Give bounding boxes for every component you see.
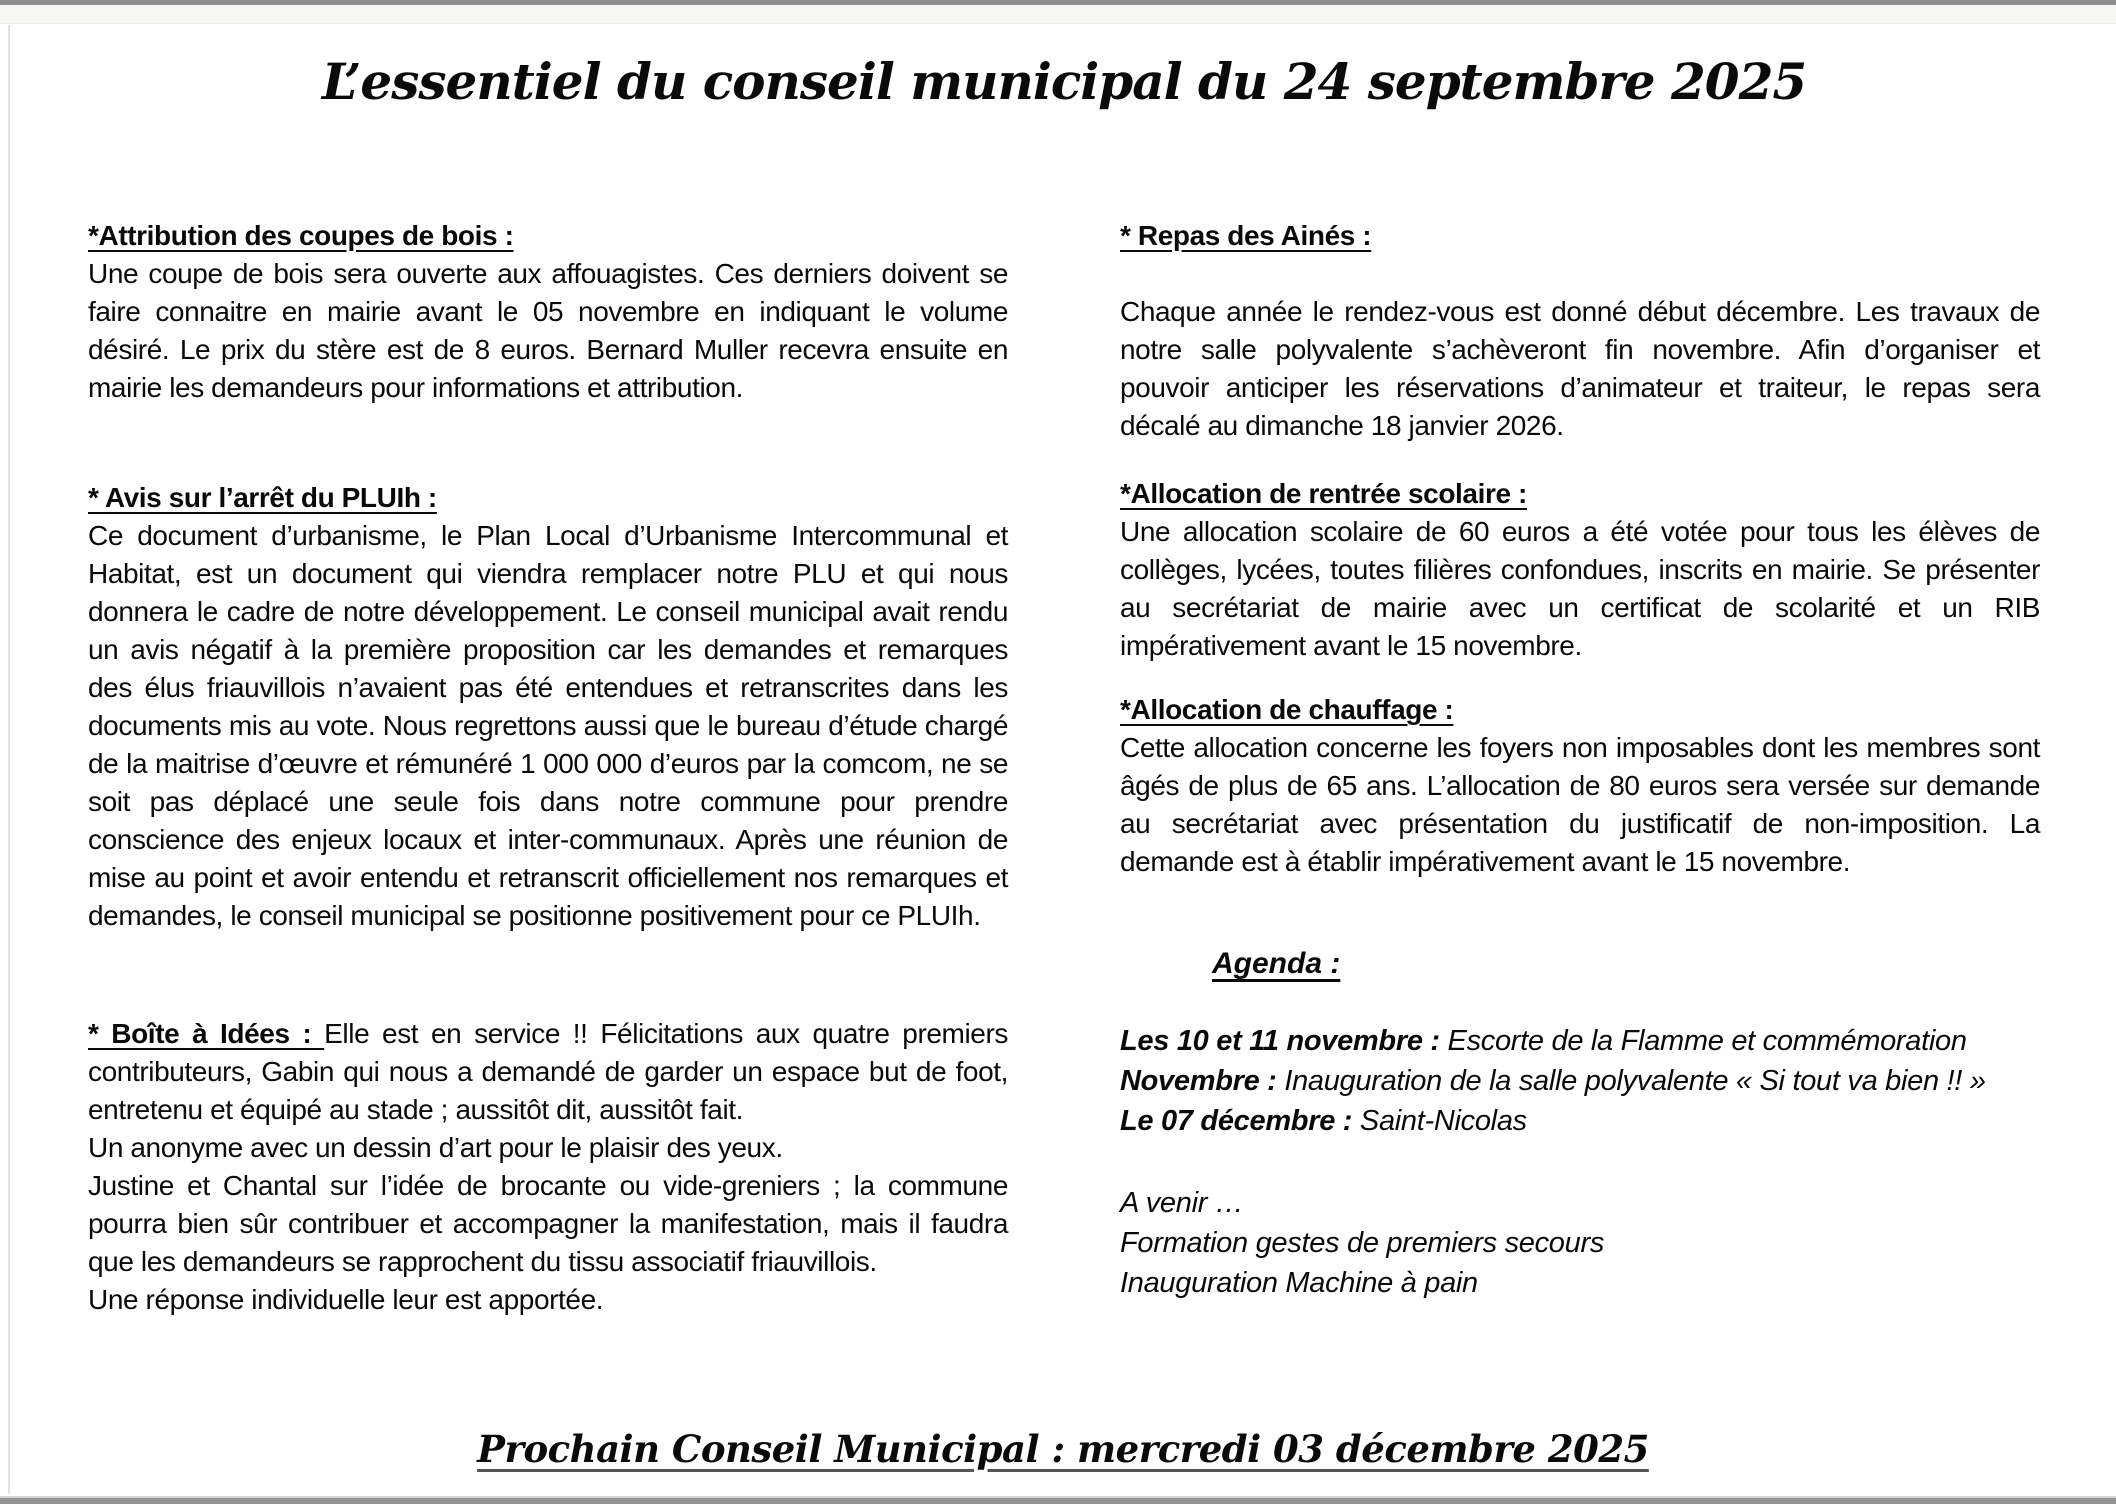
section-heading-pluih: * Avis sur l’arrêt du PLUIh : <box>88 482 437 513</box>
section-body-coupes-de-bois: Une coupe de bois sera ouverte aux affouagistes. Ces derniers doivent se faire connaitre en mairie avant le 05 novembre en indiquant le volume désiré. Le prix du stère est de 8 euros. Bernard Muller recevra ensuite en mairie les demandeurs pour informations et attribution. <box>88 258 1008 403</box>
section-body-repas-des-aines: Chaque année le rendez-vous est donné début décembre. Les travaux de notre salle polyvalente s’achèveront fin novembre. Afin d’organiser et pouvoir anticiper les réservations d’animateur et traiteur, le repas sera décalé au dimanche 18 janvier 2026. <box>1120 296 2040 441</box>
agenda-item-saint-nicolas-date: Le 07 décembre : <box>1120 1105 1360 1137</box>
boite-a-idees-line-brocante: Justine et Chantal sur l’idée de brocante ou vide-greniers ; la commune pourra bien sûr contribuer et accompagner la manifestation, mais il faudra que les demandeurs se rapprochent du tissu associatif friauvillois. <box>88 1170 1008 1277</box>
section-heading-allocation-chauffage: *Allocation de chauffage : <box>1120 694 1454 725</box>
agenda-upcoming-machine-a-pain: Inauguration Machine à pain <box>1120 1267 1478 1299</box>
agenda-upcoming <box>1120 1183 2040 1303</box>
section-body-allocation-chauffage: Cette allocation concerne les foyers non imposables dont les membres sont âgés de plus de 65 ans. L’allocation de 80 euros sera versée sur demande au secrétariat avec présentation du justificatif de non-imposition. La demande est à établir impérativement avant le 15 novembre. <box>1120 732 2040 877</box>
section-heading-allocation-rentree: *Allocation de rentrée scolaire : <box>1120 478 1527 509</box>
agenda-item-saint-nicolas <box>1120 1101 2040 1141</box>
section-heading-boite-a-idees: * Boîte à Idées : <box>88 1018 325 1049</box>
section-boite-a-idees <box>88 1015 1008 1319</box>
section-repas-des-aines <box>1120 217 2040 445</box>
agenda-item-flamme-date: Les 10 et 11 novembre : <box>1120 1025 1448 1057</box>
agenda-section <box>1120 947 2040 1303</box>
next-council-note: Prochain Conseil Municipal : mercredi 03 décembre 2025 <box>477 1427 1649 1471</box>
section-allocation-rentree <box>1120 475 2040 665</box>
agenda-item-inauguration-salle-text: Inauguration de la salle polyvalente « Si tout va bien !! » <box>1284 1065 1986 1097</box>
right-column <box>1120 217 2040 1319</box>
section-heading-repas-des-aines: * Repas des Ainés : <box>1120 220 1372 251</box>
viewer-top-strip <box>0 5 2116 24</box>
section-heading-coupes-de-bois: *Attribution des coupes de bois : <box>88 220 514 251</box>
agenda-heading: Agenda : <box>1212 947 1341 980</box>
content-columns <box>88 217 2040 1319</box>
agenda-upcoming-intro: A venir … <box>1120 1187 1244 1219</box>
section-body-pluih: Ce document d’urbanisme, le Plan Local d’Urbanisme Intercommunal et Habitat, est un document qui viendra remplacer notre PLU et qui nous donnera le cadre de notre développement. Le conseil municipal avait rendu un avis négatif à la première proposition car les demandes et remarques des élus friauvillois n’avaient pas été entendues et retranscrites dans les documents mis au vote. Nous regrettons aussi que le bureau d’étude chargé de la maitrise d’œuvre et rémunéré 1 000 000 d’euros par la comcom, ne se soit pas déplacé une seule fois dans notre commune pour prendre conscience des enjeux locaux et inter-communaux. Après une réunion de mise au point et avoir entendu et retranscrit officiellement nos remarques et demandes, le conseil municipal se positionne positivement pour ce PLUIh. <box>88 520 1008 931</box>
boite-a-idees-intro-text: Elle est en service !! Félicitations aux quatre premiers contributeurs, Gabin qui nous a demandé de garder un espace but de foot, entretenu et équipé au stade ; aussitôt dit, aussitôt fait. <box>88 1018 1008 1125</box>
agenda-upcoming-formation: Formation gestes de premiers secours <box>1120 1227 1605 1259</box>
left-column <box>88 217 1008 1319</box>
agenda-item-inauguration-salle <box>1120 1061 2040 1101</box>
section-body-allocation-rentree: Une allocation scolaire de 60 euros a été votée pour tous les élèves de collèges, lycées, toutes filières confondues, inscrits en mairie. Se présenter au secrétariat de mairie avec un certificat de scolarité et un RIB impérativement avant le 15 novembre. <box>1120 516 2040 661</box>
document-page <box>8 25 2116 1494</box>
section-body-boite-a-idees <box>88 1015 1008 1129</box>
section-pluih <box>88 479 1008 935</box>
agenda-item-flamme-text: Escorte de la Flamme et commémoration <box>1447 1025 1967 1057</box>
agenda-item-flamme <box>1120 1021 2040 1061</box>
agenda-item-inauguration-salle-date: Novembre : <box>1120 1065 1285 1097</box>
viewer-bottom-bar <box>0 1496 2116 1504</box>
footer <box>10 1427 2116 1471</box>
section-coupes-de-bois <box>88 217 1008 407</box>
page-title: L’essentiel du conseil municipal du 24 septembre 2025 <box>321 52 1807 111</box>
section-allocation-chauffage <box>1120 691 2040 881</box>
agenda-item-saint-nicolas-text: Saint-Nicolas <box>1359 1105 1527 1137</box>
boite-a-idees-line-anonyme: Un anonyme avec un dessin d’art pour le plaisir des yeux. <box>88 1132 783 1163</box>
agenda-items <box>1120 1021 2040 1141</box>
boite-a-idees-line-reponse: Une réponse individuelle leur est apportée. <box>88 1284 604 1315</box>
